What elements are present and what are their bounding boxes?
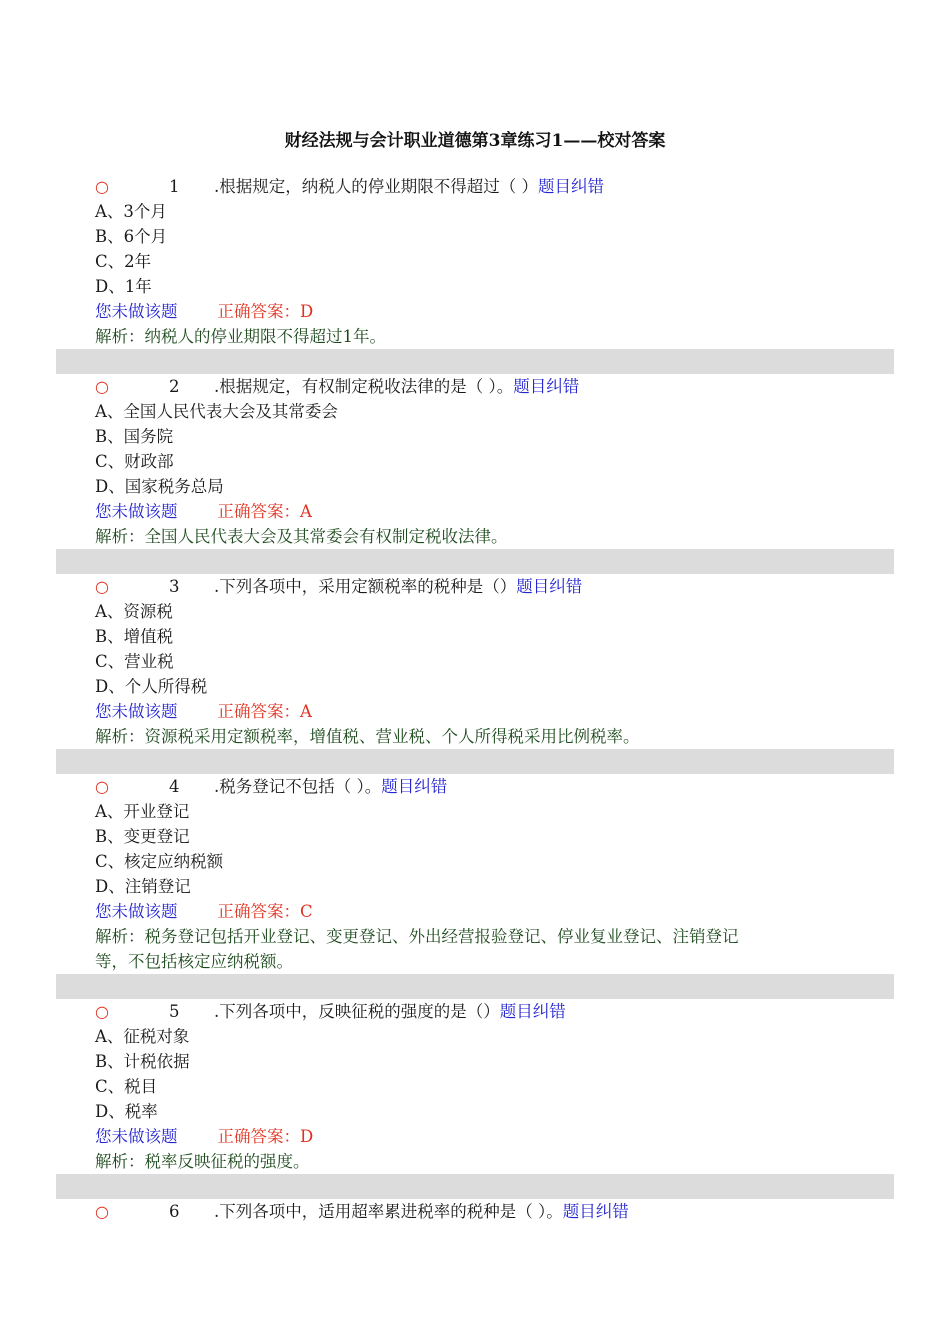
report-error-link[interactable]: 题目纠错	[513, 377, 580, 396]
option-d: D、个人所得税	[95, 677, 208, 696]
option-c: C、2年	[95, 252, 152, 271]
option-b: B、增值税	[95, 627, 174, 646]
correct-answer: 正确答案：A	[217, 502, 312, 521]
option-a: A、征税对象	[95, 1027, 190, 1046]
status-text: 您未做该题	[95, 902, 178, 921]
option-b: B、6个月	[95, 227, 168, 246]
option-b: B、变更登记	[95, 827, 190, 846]
explanation-line: 解析：资源税采用定额税率，增值税、营业税、个人所得税采用比例税率。	[95, 727, 640, 746]
question-text: .根据规定，有权制定税收法律的是（ ）。	[214, 377, 514, 396]
explanation-line: 解析：纳税人的停业期限不得超过1年。	[95, 327, 386, 346]
explanation-line: 等，不包括核定应纳税额。	[95, 952, 293, 971]
option-c: C、税目	[95, 1077, 158, 1096]
explanation-line: 解析：全国人民代表大会及其常委会有权制定税收法律。	[95, 527, 508, 546]
option-b: B、计税依据	[95, 1052, 190, 1071]
radio-circle-icon[interactable]: ○	[95, 1002, 109, 1021]
question-text: .税务登记不包括（ ）。	[214, 777, 382, 796]
question-5	[56, 999, 894, 1199]
report-error-link[interactable]: 题目纠错	[538, 177, 604, 196]
option-a: A、开业登记	[95, 802, 190, 821]
question-number: 4	[169, 777, 180, 796]
question-number: 3	[169, 577, 180, 596]
question-text: .下列各项中，反映征税的强度的是（）	[214, 1002, 500, 1021]
radio-circle-icon[interactable]: ○	[95, 577, 109, 596]
radio-circle-icon[interactable]: ○	[95, 177, 109, 196]
radio-circle-icon[interactable]: ○	[95, 777, 109, 796]
option-b: B、国务院	[95, 427, 174, 446]
correct-answer: 正确答案：D	[217, 1127, 314, 1146]
status-text: 您未做该题	[95, 702, 178, 721]
separator	[56, 349, 894, 374]
option-c: C、财政部	[95, 452, 174, 471]
option-d: D、1年	[95, 277, 152, 296]
option-d: D、注销登记	[95, 877, 191, 896]
option-c: C、营业税	[95, 652, 174, 671]
question-1	[56, 174, 894, 374]
question-number: 5	[169, 1002, 180, 1021]
question-text: .下列各项中，采用定额税率的税种是（）	[214, 577, 517, 596]
separator	[56, 1174, 894, 1199]
correct-answer: 正确答案：C	[217, 902, 313, 921]
explanation-line: 解析：税务登记包括开业登记、变更登记、外出经营报验登记、停业复业登记、注销登记	[95, 927, 739, 946]
question-text: .下列各项中，适用超率累进税率的税种是（ ）。	[214, 1202, 563, 1221]
separator	[56, 549, 894, 574]
report-error-link[interactable]: 题目纠错	[381, 777, 448, 796]
status-text: 您未做该题	[95, 1127, 178, 1146]
option-d: D、国家税务总局	[95, 477, 224, 496]
question-4	[56, 774, 894, 999]
report-error-link[interactable]: 题目纠错	[516, 577, 583, 596]
option-d: D、税率	[95, 1102, 158, 1121]
question-6	[56, 1199, 894, 1224]
question-number: 2	[169, 377, 180, 396]
option-a: A、3个月	[95, 202, 167, 221]
correct-answer: 正确答案：A	[217, 702, 312, 721]
separator	[56, 749, 894, 774]
option-c: C、核定应纳税额	[95, 852, 224, 871]
radio-circle-icon[interactable]: ○	[95, 1202, 109, 1221]
question-list	[56, 174, 894, 1224]
report-error-link[interactable]: 题目纠错	[562, 1202, 629, 1221]
question-text: .根据规定，纳税人的停业期限不得超过（ ）	[214, 177, 538, 196]
explanation-line: 解析：税率反映征税的强度。	[95, 1152, 310, 1171]
page-title: 财经法规与会计职业道德第3章练习1——校对答案	[284, 131, 666, 151]
question-2	[56, 374, 894, 574]
question-number: 6	[169, 1202, 180, 1221]
report-error-link[interactable]: 题目纠错	[499, 1002, 566, 1021]
status-text: 您未做该题	[95, 502, 178, 521]
correct-answer: 正确答案：D	[217, 302, 314, 321]
radio-circle-icon[interactable]: ○	[95, 377, 109, 396]
question-3	[56, 574, 894, 774]
option-a: A、全国人民代表大会及其常委会	[95, 402, 338, 421]
separator	[56, 974, 894, 999]
question-number: 1	[169, 177, 180, 196]
status-text: 您未做该题	[95, 302, 178, 321]
option-a: A、资源税	[95, 602, 173, 621]
